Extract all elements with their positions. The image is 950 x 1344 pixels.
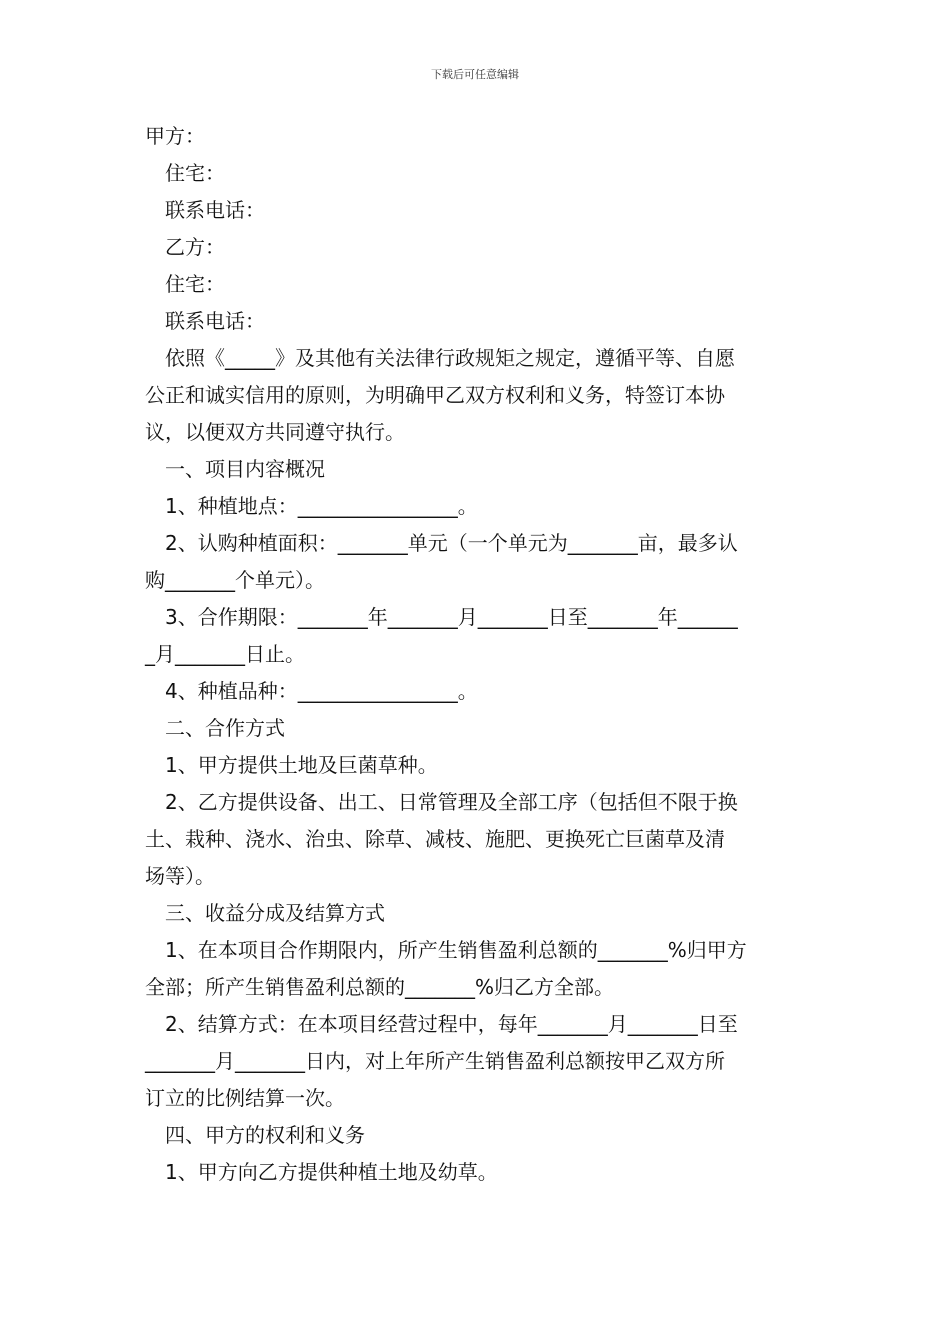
clause-planting-location: 1、种植地点：________________。	[165, 494, 478, 518]
section-2-heading: 二、合作方式	[165, 716, 285, 740]
party-a-label: 甲方：	[145, 124, 205, 148]
clause-profit-share-line-2: 全部；所产生销售盈利总额的_______%归乙方全部。	[145, 975, 615, 999]
page-header: 下载后可任意编辑	[431, 68, 519, 81]
clause-term-line-1: 3、合作期限：_______年_______月_______日至_______年______	[165, 605, 738, 629]
section-4-heading: 四、甲方的权利和义务	[165, 1123, 365, 1147]
clause-variety: 4、种植品种：________________。	[165, 679, 478, 703]
clause-profit-share-line-1: 1、在本项目合作期限内，所产生销售盈利总额的_______%归甲方	[165, 938, 747, 962]
party-a-address: 住宅：	[165, 161, 225, 185]
clause-settlement-line-2: _______月_______日内，对上年所产生销售盈利总额按甲乙双方所	[145, 1049, 725, 1073]
party-b-address: 住宅：	[165, 272, 225, 296]
clause-settlement-line-3: 订立的比例结算一次。	[145, 1086, 345, 1110]
clause-party-b-provides-line-1: 2、乙方提供设备、出工、日常管理及全部工序（包括但不限于换	[165, 790, 738, 814]
clause-area-line-1: 2、认购种植面积：_______单元（一个单元为_______亩，最多认	[165, 531, 738, 555]
clause-party-a-duty-1: 1、甲方向乙方提供种植土地及幼草。	[165, 1160, 498, 1184]
party-a-phone: 联系电话：	[165, 198, 265, 222]
party-b-label: 乙方：	[165, 235, 225, 259]
clause-party-b-provides-line-2: 土、栽种、浇水、治虫、除草、减枝、施肥、更换死亡巨菌草及清	[145, 827, 725, 851]
clause-party-a-provides: 1、甲方提供土地及巨菌草种。	[165, 753, 438, 777]
clause-area-line-2: 购_______个单元）。	[145, 568, 325, 592]
section-1-heading: 一、项目内容概况	[165, 457, 325, 481]
preamble-line-3: 议，以便双方共同遵守执行。	[145, 420, 405, 444]
clause-party-b-provides-line-3: 场等）。	[145, 864, 215, 888]
clause-settlement-line-1: 2、结算方式：在本项目经营过程中，每年_______月_______日至	[165, 1012, 738, 1036]
clause-term-line-2: _月_______日止。	[145, 642, 305, 666]
party-b-phone: 联系电话：	[165, 309, 265, 333]
preamble-line-2: 公正和诚实信用的原则，为明确甲乙双方权利和义务，特签订本协	[145, 383, 725, 407]
preamble-line-1: 依照《_____》及其他有关法律行政规矩之规定，遵循平等、自愿	[165, 346, 735, 370]
section-3-heading: 三、收益分成及结算方式	[165, 901, 385, 925]
